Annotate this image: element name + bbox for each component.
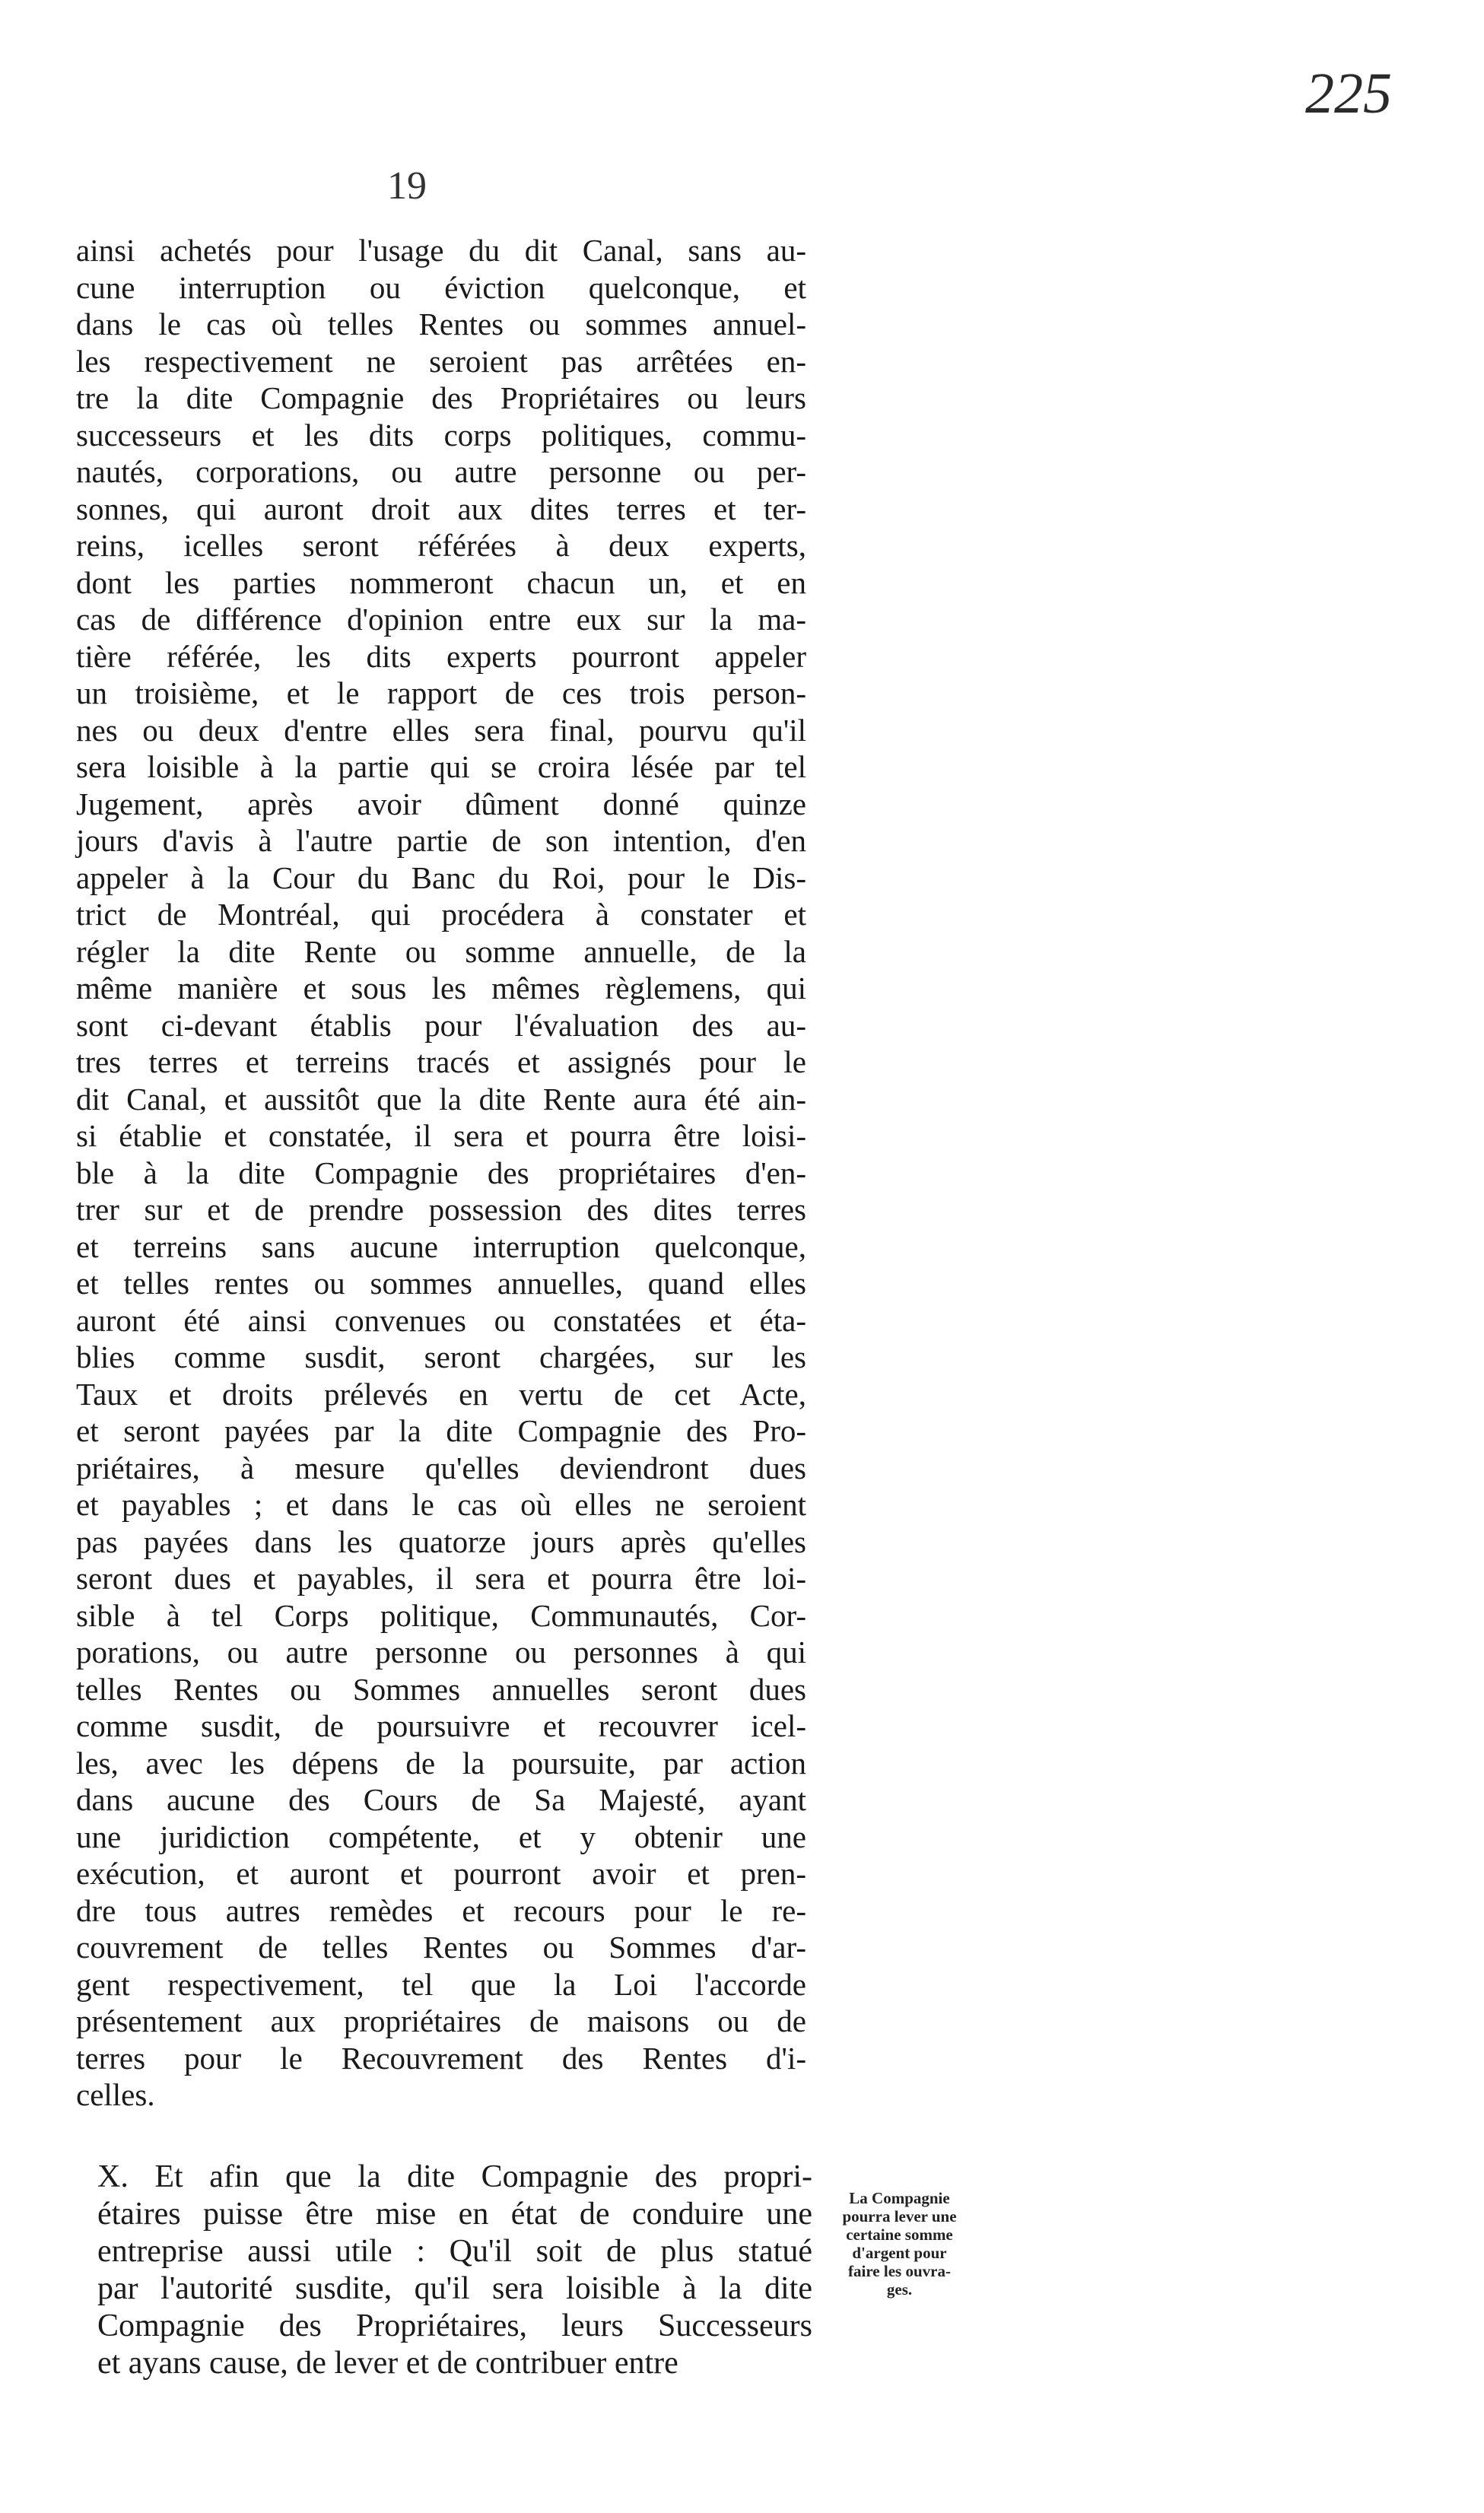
text-line: une juridiction compétente, et y obtenir une	[76, 1819, 806, 1854]
text-line: celles.	[76, 2077, 155, 2112]
folio-number: 225	[1305, 62, 1392, 125]
text-line: si établie et constatée, il sera et pourra être loisi-	[76, 1118, 806, 1153]
margin-note-line: faire les ouvra-	[848, 2262, 951, 2280]
margin-note-line: pourra lever une	[842, 2207, 957, 2225]
text-line: nes ou deux d'entre elles sera final, pourvu qu'il	[76, 712, 806, 748]
text-line: sible à tel Corps politique, Communautés, Cor-	[76, 1597, 806, 1633]
text-line: seront dues et payables, il sera et pourra être loi-	[76, 1561, 806, 1596]
text-line: dans aucune des Cours de Sa Majesté, ayant	[76, 1782, 806, 1817]
text-line: terres pour le Recouvrement des Rentes d'i-	[76, 2040, 806, 2076]
text-line: et seront payées par la dite Compagnie des Pro-	[76, 1413, 806, 1448]
section-line: par l'autorité susdite, qu'il sera loisible à la dite	[97, 2271, 812, 2306]
text-line: dans le cas où telles Rentes ou sommes annuel-	[76, 307, 806, 342]
text-line: trict de Montréal, qui procédera à constater et	[76, 897, 806, 932]
text-line: comme susdit, de poursuivre et recouvrer icel-	[76, 1708, 806, 1743]
text-line: sonnes, qui auront droit aux dites terres et ter-	[76, 491, 806, 526]
text-line: tres terres et terreins tracés et assignés pour le	[76, 1044, 806, 1079]
text-line: les, avec les dépens de la poursuite, par action	[76, 1745, 806, 1781]
text-line: ainsi achetés pour l'usage du dit Canal, sans au-	[76, 233, 806, 268]
text-line: sera loisible à la partie qui se croira lésée par tel	[76, 749, 806, 784]
text-line: telles Rentes ou Sommes annuelles seront dues	[76, 1671, 806, 1707]
text-line: auront été ainsi convenues ou constatées et éta-	[76, 1302, 806, 1338]
text-line: exécution, et auront et pourront avoir et pren-	[76, 1856, 806, 1891]
margin-note-line: certaine somme	[846, 2225, 953, 2244]
margin-note	[825, 2189, 974, 2299]
text-line: Jugement, après avoir dûment donné quinze	[76, 786, 806, 821]
text-line: présentement aux propriétaires de maisons ou de	[76, 2003, 806, 2038]
section-line: étaires puisse être mise en état de conduire une	[97, 2197, 812, 2232]
text-line: sont ci-devant établis pour l'évaluation des au-	[76, 1007, 806, 1043]
text-line: trer sur et de prendre possession des dites terres	[76, 1192, 806, 1227]
text-line: tre la dite Compagnie des Propriétaires ou leurs	[76, 380, 806, 415]
text-line: couvrement de telles Rentes ou Sommes d'ar-	[76, 1930, 806, 1965]
section-x-paragraph	[97, 2159, 812, 2382]
text-line: Taux et droits prélevés en vertu de cet Acte,	[76, 1376, 806, 1412]
page-number: 19	[387, 164, 427, 208]
text-line: jours d'avis à l'autre partie de son intention, d'en	[76, 823, 806, 858]
margin-note-line: La Compagnie	[849, 2189, 950, 2207]
text-line: dre tous autres remèdes et recours pour le re-	[76, 1892, 806, 1928]
text-line: pas payées dans les quatorze jours après qu'elles	[76, 1523, 806, 1559]
text-line: successeurs et les dits corps politiques, commu-	[76, 417, 806, 453]
text-line: régler la dite Rente ou somme annuelle, de la	[76, 933, 806, 969]
text-line: nautés, corporations, ou autre personne ou per-	[76, 454, 806, 489]
text-line: et terreins sans aucune interruption quelconque,	[76, 1228, 806, 1264]
margin-note-line: d'argent pour	[852, 2244, 947, 2262]
text-line: même manière et sous les mêmes règlemens, qui	[76, 971, 806, 1006]
text-line: appeler à la Cour du Banc du Roi, pour le Dis-	[76, 859, 806, 895]
margin-note-line: ges.	[886, 2280, 913, 2299]
text-line: tière référée, les dits experts pourront appeler	[76, 638, 806, 674]
text-line: et telles rentes ou sommes annuelles, quand elles	[76, 1266, 806, 1301]
text-line: blies comme susdit, seront chargées, sur les	[76, 1339, 806, 1374]
text-line: cune interruption ou éviction quelconque, et	[76, 269, 806, 305]
section-line: et ayans cause, de lever et de contribuer entre	[97, 2346, 678, 2381]
text-line: reins, icelles seront référées à deux experts,	[76, 528, 806, 563]
text-line: priétaires, à mesure qu'elles deviendront dues	[76, 1450, 806, 1485]
section-line: X. Et afin que la dite Compagnie des propri-	[97, 2159, 812, 2194]
body-paragraph	[76, 232, 806, 2114]
text-line: les respectivement ne seroient pas arrêtées en-	[76, 343, 806, 379]
text-line: gent respectivement, tel que la Loi l'accorde	[76, 1966, 806, 2002]
text-line: dit Canal, et aussitôt que la dite Rente aura été ain-	[76, 1081, 806, 1117]
section-line: entreprise aussi utile : Qu'il soit de plus statué	[97, 2234, 812, 2269]
text-line: cas de différence d'opinion entre eux sur la ma-	[76, 602, 806, 637]
section-line: Compagnie des Propriétaires, leurs Successeurs	[97, 2308, 812, 2343]
text-line: et payables ; et dans le cas où elles ne seroient	[76, 1487, 806, 1522]
text-line: porations, ou autre personne ou personnes à qui	[76, 1635, 806, 1670]
text-line: ble à la dite Compagnie des propriétaires d'en-	[76, 1155, 806, 1190]
text-line: un troisième, et le rapport de ces trois person-	[76, 675, 806, 710]
text-line: dont les parties nommeront chacun un, et en	[76, 564, 806, 600]
